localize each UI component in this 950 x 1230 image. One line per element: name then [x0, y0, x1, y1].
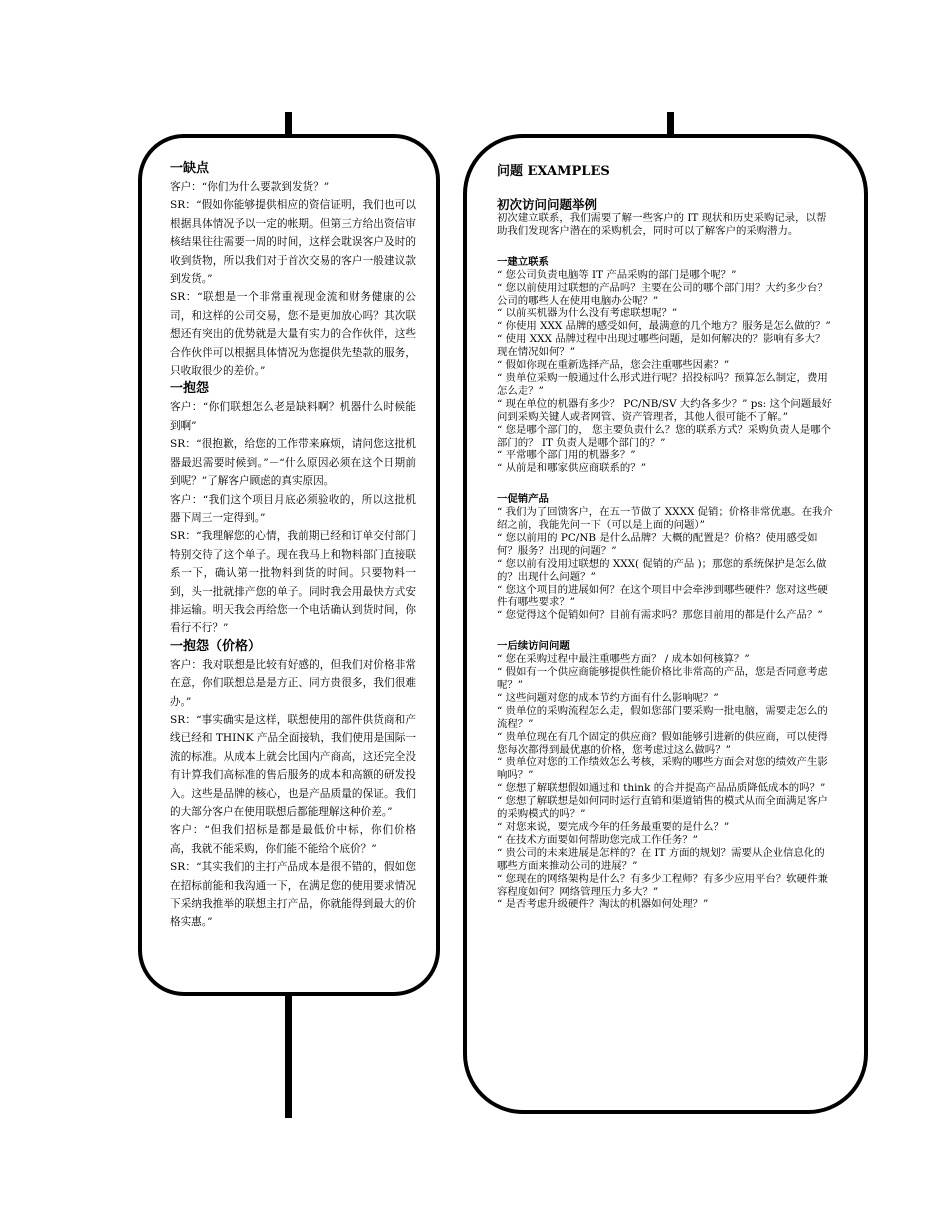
question-section-heading: 一建立联系 — [497, 255, 549, 268]
question-item: “ 您以前使用过联想的产品吗？主要在公司的哪个部门用？大约多少台？公司的哪些人在使用电脑办公呢？” — [497, 281, 828, 307]
question-item: “ 假如你现在重新选择产品，您会注重哪些因素？” — [497, 359, 730, 372]
question-item: “ 贵公司的未来进展是怎样的？在 IT 方面的规划？需要从企业信息化的哪些方面来推动公司的进展？” — [497, 846, 825, 872]
question-item: “ 你使用 XXX 品牌的感受如何，最满意的几个地方？服务是怎么做的？” — [497, 320, 831, 333]
dialogue-paragraph: SR：“联想是一个非常重视现金流和财务健康的公司，和这样的公司交易，您不是更加放心吗？其次联想还有突出的优势就是大量有实力的合作伙伴，这些合作伙伴可以根据具体情况为您提供先垫款的服务，只收取很少的差价。” — [170, 291, 416, 378]
question-section-heading: 一后续访问问题 — [497, 640, 570, 653]
question-item: “ 贵单位的采购流程怎么走，假如您部门要采购一批电脑，需要走怎么的流程？” — [497, 704, 828, 730]
dialogue-paragraph: 客户：“你们联想怎么老是缺料啊？机器什么时候能到啊” — [170, 401, 416, 432]
question-item: “ 对您来说，要完成今年的任务最重要的是什么？” — [497, 820, 730, 833]
question-item: “ 这些问题对您的成本节约方面有什么影响呢？” — [497, 691, 719, 704]
question-section — [497, 256, 834, 475]
question-item: “ 贵单位现在有几个固定的供应商？假如能够引进新的供应商，可以使得您每次都得到最优惠的价格，您考虑过这么做吗？” — [497, 730, 828, 756]
dialogue-paragraph: 客户：“我们这个项目月底必须验收的，所以这批机器下周三一定得到。” — [170, 493, 416, 524]
right-panel-intro: 初次建立联系，我们需要了解一些客户的 IT 现状和历史采购记录，以帮助我们发现客户潜在的采购机会，同时可以了解客户的采购潜力。 — [497, 212, 827, 237]
dialogue-paragraph: SR：“很抱歉，给您的工作带来麻烦，请问您这批机器最迟需要时候到。”－“什么原因必须在这个日期前到呢？”了解客户顾虑的真实原因。 — [170, 438, 416, 488]
dialogue-paragraph: SR：“事实确实是这样，联想使用的部件供货商和产线已经和 THINK 产品全面接轨，我们使用是国际一流的标准。从成本上就会比国内产商高，这还完全没有计算我们高标准的售后服务的成本和高额的研发投入。这些是品牌的核心，也是产品质量的保证。我们的大部分客户在使用联想后都能理解这种价差。” — [170, 713, 416, 818]
question-item: “ 我们为了回馈客户，在五一节做了 XXXX 促销；价格非常优惠。在我介绍之前，我能先问一下（可以是上面的问题）” — [497, 506, 833, 532]
section-heading: 一缺点 — [170, 161, 210, 176]
right-post-top — [667, 112, 674, 136]
dialogue-paragraph: SR：“假如你能够提供相应的资信证明，我们也可以根据具体情况予以一定的帐期。但第三方给出资信审核结果往往需要一周的时间，这样会耽误客户及时的收到货物，所以我们对于首次交易的客户一般建议款到发货。” — [170, 199, 416, 286]
right-panel-title: 问题 EXAMPLES — [497, 164, 610, 179]
section-heading: 一抱怨（价格） — [170, 638, 262, 654]
question-item: “ 您想了解联想是如何同时运行直销和渠道销售的模式从而全面满足客户的采购模式的吗？” — [497, 795, 828, 821]
question-item: “ 您以前有没用过联想的 XXX( 促销的产品 )；那您的系统保护是怎么做的？出现什么问题？” — [497, 557, 827, 583]
dialogue-paragraph: SR：“我理解您的心情，我前期已经和订单交付部门特别交待了这个单子。现在我马上和物料部门直接联系一下，确认第一批物料到货的时间。只要物料一到，头一批就排产您的单子。同时我会用最快方式安排运输。明天我会再给您一个电话确认到货时间，你看行不行？” — [170, 530, 416, 635]
right-panel — [463, 134, 868, 1114]
question-item: “ 以前买机器为什么没有考虑联想呢？” — [497, 307, 678, 320]
question-item: “ 您是哪个部门的， 您主要负责什么？您的联系方式？采购负责人是哪个部门的？ IT 负责人是哪个部门的？” — [497, 423, 832, 449]
question-item: “ 是否考虑升级硬件？淘汰的机器如何处理？” — [497, 898, 709, 911]
question-sections — [497, 256, 834, 912]
left-panel — [138, 134, 440, 996]
question-item: “ 贵单位对您的工作绩效怎么考核，采购的哪些方面会对您的绩效产生影响吗？” — [497, 756, 828, 782]
left-post-top — [285, 112, 292, 136]
question-item: “ 假如有一个供应商能够提供性能价格比非常高的产品，您是否同意考虑呢？” — [497, 666, 828, 691]
question-item: “ 您想了解联想假如通过和 think 的合并提高产品品质降低成本的吗？” — [497, 782, 826, 795]
question-item: “ 在技术方面要如何帮助您完成工作任务？” — [497, 833, 698, 846]
question-section-heading: 一促销产品 — [497, 493, 549, 506]
right-panel-subtitle: 初次访问问题举例 — [497, 197, 598, 212]
question-item: “ 贵单位采购一般通过什么形式进行呢？招投标吗？预算怎么制定，费用怎么走？” — [497, 371, 828, 397]
dialogue-paragraph: 客户：“你们为什么要款到发货？” — [170, 181, 330, 193]
question-item: “ 您公司负责电脑等 IT 产品采购的部门是哪个呢？” — [497, 268, 737, 281]
question-section — [497, 493, 834, 622]
question-item: “ 平常哪个部门用的机器多？” — [497, 449, 636, 462]
question-item: “ 您在采购过程中最注重哪些方面？ / 成本如何核算？” — [497, 653, 750, 666]
question-item: “ 现在单位的机器有多少？ PC/NB/SV 大约各多少？” ps: 这个问题最好问到采购关键人或者网管、资产管理者，其他人很可能不了解。” — [497, 397, 832, 423]
section-heading: 一抱怨 — [170, 381, 210, 397]
question-item: “ 使用 XXX 品牌过程中出现过哪些问题，是如何解决的？影响有多大？现在情况如何？” — [497, 333, 826, 359]
question-item: “ 从前是和哪家供应商联系的？” — [497, 462, 647, 475]
dialogue-paragraph: SR：“其实我们的主打产品成本是很不错的，假如您在招标前能和我沟通一下，在满足您的使用要求情况下采纳我推举的联想主打产品，你就能得到最大的价格实惠。” — [170, 861, 416, 929]
question-section — [497, 640, 834, 911]
dialogue-paragraph: 客户：我对联想是比较有好感的，但我们对价格非常在意，你们联想总是是方正、同方贵很多，我们很难办。” — [170, 658, 416, 708]
question-item: “ 您觉得这个促销如何？目前有需求吗？那您目前用的都是什么产品？” — [497, 609, 823, 622]
left-post-bottom — [285, 994, 292, 1118]
right-panel-content — [497, 164, 834, 929]
dialogue-paragraph: 客户：“但我们招标是都是最低价中标，你们价格高，我就不能采购，你们能不能给个底价？” — [170, 824, 416, 855]
question-item: “ 您现在的网络架构是什么？有多少工程师？有多少应用平台？软硬件兼容程度如何？网络管理压力多大？” — [497, 872, 828, 898]
question-item: “ 您以前用的 PC/NB 是什么品牌？大概的配置是？价格？使用感受如何？服务？出现的问题？” — [497, 531, 818, 557]
left-panel-content — [170, 160, 416, 932]
question-item: “ 您这个项目的进展如何？在这个项目中会牵涉到哪些硬件？您对这些硬件有哪些要求？” — [497, 583, 828, 609]
